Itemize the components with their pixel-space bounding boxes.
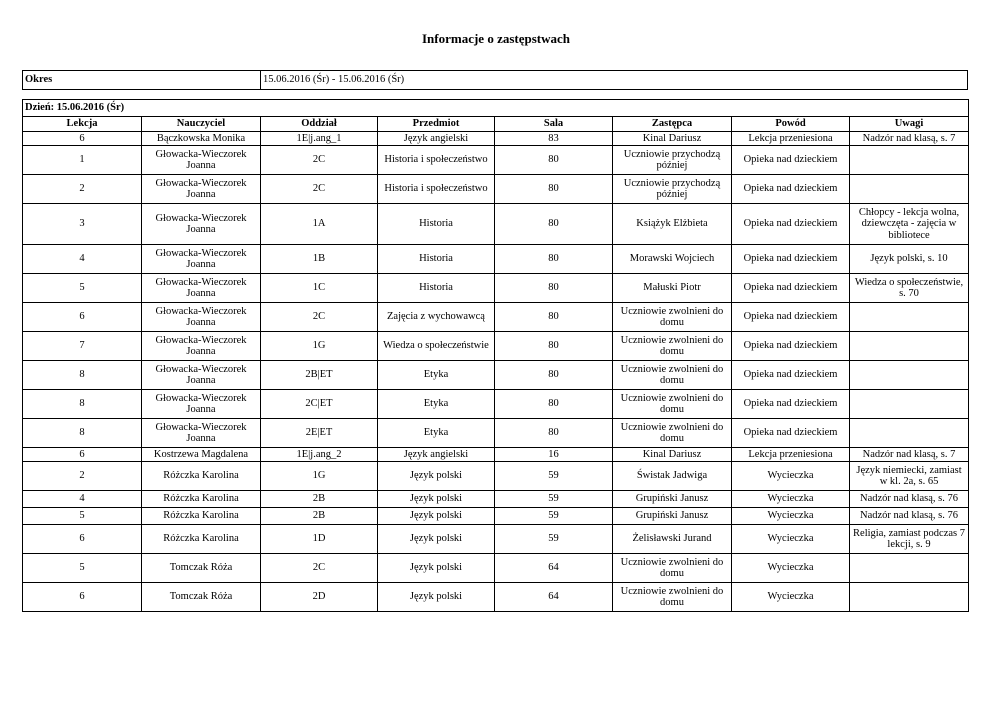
cell-sala: 80 [495, 303, 613, 332]
cell-przedmiot: Historia i społeczeństwo [378, 146, 495, 175]
cell-przedmiot: Język polski [378, 462, 495, 491]
period-label: Okres [23, 71, 261, 90]
header-oddzial: Oddział [261, 117, 378, 132]
cell-oddzial: 1E|j.ang_2 [261, 448, 378, 462]
cell-zastepca: Uczniowie zwolnieni do domu [613, 361, 732, 390]
period-value: 15.06.2016 (Śr) - 15.06.2016 (Śr) [261, 71, 968, 90]
cell-oddzial: 2C [261, 303, 378, 332]
cell-oddzial: 2D [261, 583, 378, 612]
cell-powod: Opieka nad dzieckiem [732, 332, 850, 361]
cell-uwagi: Nadzór nad klasą, s. 76 [850, 491, 969, 508]
cell-oddzial: 1G [261, 462, 378, 491]
cell-nauczyciel: Tomczak Róża [142, 554, 261, 583]
cell-powod: Opieka nad dzieckiem [732, 274, 850, 303]
cell-zastepca: Morawski Wojciech [613, 245, 732, 274]
cell-powod: Opieka nad dzieckiem [732, 175, 850, 204]
cell-zastepca: Uczniowie zwolnieni do domu [613, 583, 732, 612]
cell-przedmiot: Język polski [378, 525, 495, 554]
table-row [23, 448, 969, 462]
cell-zastepca: Kinal Dariusz [613, 132, 732, 146]
cell-oddzial: 2C [261, 175, 378, 204]
cell-oddzial: 2C [261, 146, 378, 175]
cell-powod: Opieka nad dzieckiem [732, 361, 850, 390]
cell-sala: 80 [495, 204, 613, 245]
table-row [23, 245, 969, 274]
cell-uwagi: Nadzór nad klasą, s. 76 [850, 508, 969, 525]
cell-sala: 59 [495, 462, 613, 491]
cell-sala: 83 [495, 132, 613, 146]
cell-przedmiot: Etyka [378, 390, 495, 419]
cell-uwagi [850, 146, 969, 175]
header-powod: Powód [732, 117, 850, 132]
cell-przedmiot: Historia [378, 204, 495, 245]
cell-lekcja: 5 [23, 554, 142, 583]
header-nauczyciel: Nauczyciel [142, 117, 261, 132]
table-row [23, 508, 969, 525]
cell-lekcja: 6 [23, 525, 142, 554]
cell-powod: Wycieczka [732, 462, 850, 491]
cell-nauczyciel: Różczka Karolina [142, 462, 261, 491]
cell-oddzial: 1D [261, 525, 378, 554]
cell-sala: 80 [495, 390, 613, 419]
cell-nauczyciel: Głowacka-Wieczorek Joanna [142, 175, 261, 204]
cell-przedmiot: Język polski [378, 583, 495, 612]
cell-powod: Lekcja przeniesiona [732, 132, 850, 146]
cell-przedmiot: Historia [378, 245, 495, 274]
cell-zastepca: Żelisławski Jurand [613, 525, 732, 554]
cell-zastepca: Uczniowie zwolnieni do domu [613, 332, 732, 361]
cell-zastepca: Uczniowie zwolnieni do domu [613, 554, 732, 583]
cell-oddzial: 1E|j.ang_1 [261, 132, 378, 146]
cell-powod: Wycieczka [732, 491, 850, 508]
cell-przedmiot: Etyka [378, 419, 495, 448]
cell-zastepca: Uczniowie zwolnieni do domu [613, 419, 732, 448]
cell-sala: 80 [495, 175, 613, 204]
table-row [23, 146, 969, 175]
period-table [22, 70, 968, 90]
cell-nauczyciel: Różczka Karolina [142, 491, 261, 508]
cell-nauczyciel: Różczka Karolina [142, 508, 261, 525]
cell-nauczyciel: Głowacka-Wieczorek Joanna [142, 361, 261, 390]
period-row [23, 71, 968, 90]
cell-uwagi [850, 303, 969, 332]
cell-uwagi [850, 419, 969, 448]
cell-powod: Opieka nad dzieckiem [732, 245, 850, 274]
cell-zastepca: Świstak Jadwiga [613, 462, 732, 491]
table-row [23, 303, 969, 332]
substitutions-table [22, 99, 969, 612]
cell-lekcja: 4 [23, 491, 142, 508]
table-row [23, 132, 969, 146]
cell-oddzial: 2C [261, 554, 378, 583]
cell-lekcja: 7 [23, 332, 142, 361]
cell-uwagi [850, 554, 969, 583]
cell-lekcja: 6 [23, 583, 142, 612]
cell-zastepca: Małuski Piotr [613, 274, 732, 303]
cell-uwagi: Nadzór nad klasą, s. 7 [850, 132, 969, 146]
cell-lekcja: 8 [23, 419, 142, 448]
cell-uwagi: Nadzór nad klasą, s. 7 [850, 448, 969, 462]
cell-uwagi [850, 583, 969, 612]
cell-uwagi [850, 361, 969, 390]
cell-uwagi: Język polski, s. 10 [850, 245, 969, 274]
cell-sala: 80 [495, 146, 613, 175]
cell-przedmiot: Język polski [378, 554, 495, 583]
cell-powod: Wycieczka [732, 508, 850, 525]
cell-powod: Wycieczka [732, 554, 850, 583]
cell-uwagi: Język niemiecki, zamiast w kl. 2a, s. 65 [850, 462, 969, 491]
cell-oddzial: 1G [261, 332, 378, 361]
cell-lekcja: 6 [23, 448, 142, 462]
day-row [23, 100, 969, 117]
cell-lekcja: 8 [23, 361, 142, 390]
cell-nauczyciel: Głowacka-Wieczorek Joanna [142, 303, 261, 332]
table-row [23, 554, 969, 583]
cell-lekcja: 5 [23, 508, 142, 525]
cell-nauczyciel: Głowacka-Wieczorek Joanna [142, 390, 261, 419]
table-row [23, 332, 969, 361]
table-row [23, 583, 969, 612]
cell-powod: Opieka nad dzieckiem [732, 146, 850, 175]
cell-sala: 80 [495, 332, 613, 361]
cell-przedmiot: Język polski [378, 491, 495, 508]
cell-przedmiot: Język polski [378, 508, 495, 525]
cell-sala: 80 [495, 245, 613, 274]
cell-oddzial: 1C [261, 274, 378, 303]
cell-powod: Opieka nad dzieckiem [732, 204, 850, 245]
cell-sala: 64 [495, 583, 613, 612]
cell-nauczyciel: Bączkowska Monika [142, 132, 261, 146]
header-zastepca: Zastępca [613, 117, 732, 132]
cell-oddzial: 2C|ET [261, 390, 378, 419]
cell-lekcja: 2 [23, 462, 142, 491]
table-row [23, 361, 969, 390]
cell-sala: 80 [495, 274, 613, 303]
cell-sala: 59 [495, 491, 613, 508]
cell-oddzial: 1B [261, 245, 378, 274]
cell-zastepca: Uczniowie zwolnieni do domu [613, 390, 732, 419]
cell-nauczyciel: Głowacka-Wieczorek Joanna [142, 146, 261, 175]
header-sala: Sala [495, 117, 613, 132]
cell-nauczyciel: Głowacka-Wieczorek Joanna [142, 204, 261, 245]
cell-przedmiot: Język angielski [378, 448, 495, 462]
cell-lekcja: 8 [23, 390, 142, 419]
cell-przedmiot: Wiedza o społeczeństwie [378, 332, 495, 361]
cell-zastepca: Grupiński Janusz [613, 508, 732, 525]
header-lekcja: Lekcja [23, 117, 142, 132]
cell-lekcja: 2 [23, 175, 142, 204]
cell-zastepca: Uczniowie przychodzą później [613, 175, 732, 204]
cell-powod: Opieka nad dzieckiem [732, 419, 850, 448]
cell-lekcja: 3 [23, 204, 142, 245]
cell-powod: Lekcja przeniesiona [732, 448, 850, 462]
cell-uwagi [850, 390, 969, 419]
cell-nauczyciel: Głowacka-Wieczorek Joanna [142, 419, 261, 448]
cell-zastepca: Grupiński Janusz [613, 491, 732, 508]
table-row [23, 462, 969, 491]
table-row [23, 419, 969, 448]
cell-nauczyciel: Kostrzewa Magdalena [142, 448, 261, 462]
cell-sala: 80 [495, 361, 613, 390]
cell-oddzial: 1A [261, 204, 378, 245]
cell-przedmiot: Historia i społeczeństwo [378, 175, 495, 204]
cell-powod: Wycieczka [732, 525, 850, 554]
cell-zastepca: Uczniowie zwolnieni do domu [613, 303, 732, 332]
cell-nauczyciel: Tomczak Róża [142, 583, 261, 612]
cell-oddzial: 2B [261, 508, 378, 525]
cell-sala: 16 [495, 448, 613, 462]
cell-zastepca: Uczniowie przychodzą później [613, 146, 732, 175]
cell-uwagi: Chłopcy - lekcja wolna, dziewczęta - zajęcia w bibliotece [850, 204, 969, 245]
table-row [23, 390, 969, 419]
cell-nauczyciel: Głowacka-Wieczorek Joanna [142, 245, 261, 274]
cell-lekcja: 6 [23, 132, 142, 146]
day-label: Dzień: 15.06.2016 (Śr) [23, 100, 969, 117]
page-title: Informacje o zastępstwach [421, 31, 571, 46]
cell-sala: 80 [495, 419, 613, 448]
cell-oddzial: 2E|ET [261, 419, 378, 448]
table-row [23, 274, 969, 303]
cell-uwagi: Wiedza o społeczeństwie, s. 70 [850, 274, 969, 303]
cell-przedmiot: Język angielski [378, 132, 495, 146]
table-row [23, 491, 969, 508]
cell-nauczyciel: Głowacka-Wieczorek Joanna [142, 332, 261, 361]
cell-lekcja: 5 [23, 274, 142, 303]
cell-lekcja: 4 [23, 245, 142, 274]
cell-oddzial: 2B|ET [261, 361, 378, 390]
cell-powod: Wycieczka [732, 583, 850, 612]
cell-nauczyciel: Głowacka-Wieczorek Joanna [142, 274, 261, 303]
cell-przedmiot: Etyka [378, 361, 495, 390]
cell-sala: 59 [495, 525, 613, 554]
cell-sala: 59 [495, 508, 613, 525]
cell-zastepca: Książyk Elżbieta [613, 204, 732, 245]
header-uwagi: Uwagi [850, 117, 969, 132]
cell-nauczyciel: Różczka Karolina [142, 525, 261, 554]
cell-lekcja: 1 [23, 146, 142, 175]
cell-przedmiot: Zajęcia z wychowawcą [378, 303, 495, 332]
cell-powod: Opieka nad dzieckiem [732, 303, 850, 332]
header-przedmiot: Przedmiot [378, 117, 495, 132]
cell-uwagi [850, 175, 969, 204]
header-row [23, 117, 969, 132]
cell-uwagi [850, 332, 969, 361]
table-row [23, 175, 969, 204]
cell-zastepca: Kinal Dariusz [613, 448, 732, 462]
cell-sala: 64 [495, 554, 613, 583]
cell-uwagi: Religia, zamiast podczas 7 lekcji, s. 9 [850, 525, 969, 554]
cell-lekcja: 6 [23, 303, 142, 332]
table-row [23, 204, 969, 245]
cell-oddzial: 2B [261, 491, 378, 508]
cell-przedmiot: Historia [378, 274, 495, 303]
cell-powod: Opieka nad dzieckiem [732, 390, 850, 419]
table-row [23, 525, 969, 554]
